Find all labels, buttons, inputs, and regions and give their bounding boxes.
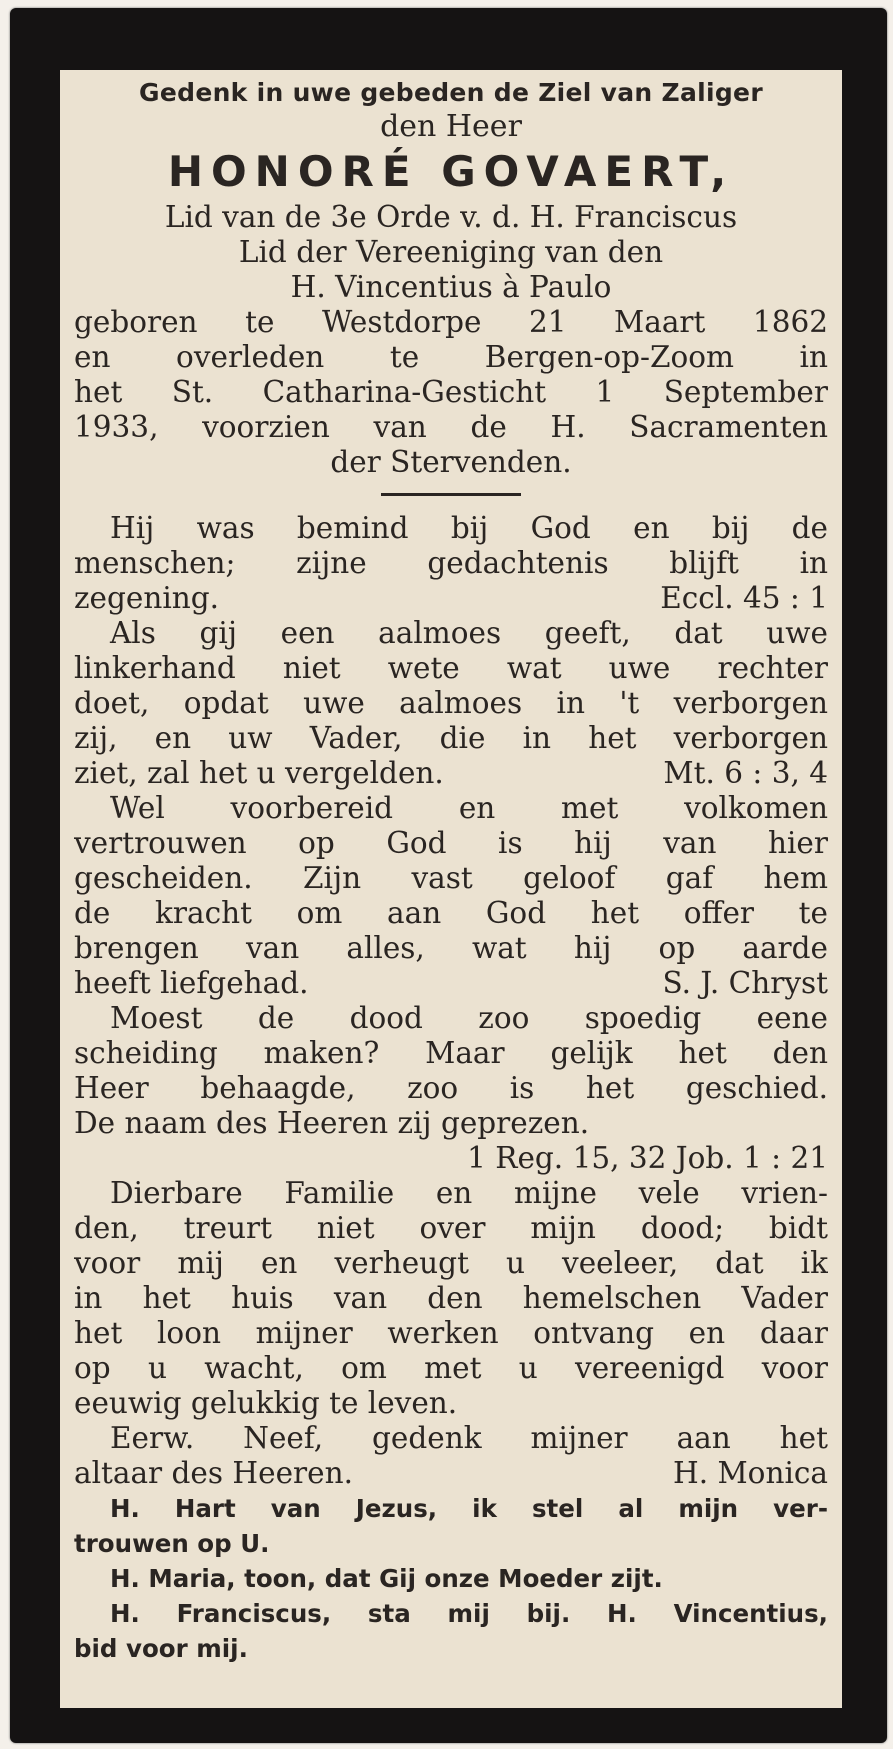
header-line-2: den Heer (380, 110, 522, 144)
passage-line: Wel voorbereid en met volkomen (110, 791, 828, 825)
divider (381, 493, 521, 496)
scripture-reference: Eccl. 45 : 1 (660, 581, 828, 615)
passage-text: altaar des Heeren. (74, 1456, 353, 1490)
passage-last-line (74, 756, 828, 791)
bio-line: der Stervenden. (330, 445, 572, 479)
passage-line: den, treurt niet over mijn dood; bidt (74, 1211, 828, 1245)
passage-last-line (74, 581, 828, 616)
passage-line: Hij was bemind bij God en bij de (110, 511, 828, 545)
passage-line: eeuwig gelukkig te leven. (74, 1386, 458, 1420)
bio-line: H. Vincentius à Paulo (290, 270, 612, 304)
passage-line: vertrouwen op God is hij van hier (74, 826, 828, 860)
prayer-line: bid voor mij. (74, 1634, 248, 1663)
passage-last-line (74, 1456, 828, 1491)
bio-line: geboren te Westdorpe 21 Maart 1862 (74, 305, 828, 339)
passage-line: De naam des Heeren zij geprezen. (74, 1106, 590, 1140)
bio-line: en overleden te Bergen-op-Zoom in (74, 340, 828, 374)
passage-line: menschen; zijne gedachtenis blijft in (74, 546, 828, 580)
header-line-1: Gedenk in uwe gebeden de Ziel van Zaliger (139, 78, 763, 107)
card-text-area (60, 70, 842, 1708)
prayer-line: H. Hart van Jezus, ik stel al mijn ver- (110, 1494, 828, 1523)
scripture-reference: Mt. 6 : 3, 4 (663, 756, 828, 790)
passage-line: Eerw. Neef, gedenk mijner aan het (110, 1421, 828, 1455)
prayer-line: H. Maria, toon, dat Gij onze Moeder zijt. (110, 1564, 663, 1593)
bio-line: Lid van de 3e Orde v. d. H. Franciscus (164, 200, 738, 234)
passage-line: gescheiden. Zijn vast geloof gaf hem (74, 861, 828, 895)
passage-last-line (74, 966, 828, 1001)
bio-line: 1933, voorzien van de H. Sacramenten (74, 410, 828, 444)
memorial-card (10, 8, 887, 1743)
passage-line: Dierbare Familie en mijne vele vrien- (110, 1176, 828, 1210)
passage-line: zij, en uw Vader, die in het verborgen (74, 721, 828, 755)
prayer-line: H. Franciscus, sta mij bij. H. Vincentius, (110, 1599, 828, 1628)
bio-line: Lid der Vereeniging van den (238, 235, 664, 269)
prayer-line: trouwen op U. (74, 1529, 270, 1558)
passage-line: brengen van alles, wat hij op aarde (74, 931, 828, 965)
passage-line: Als gij een aalmoes geeft, dat uwe (110, 616, 828, 650)
quote-attribution: S. J. Chryst (662, 966, 828, 1000)
passage-line: het loon mijner werken ontvang en daar (74, 1316, 828, 1350)
passage-line: de kracht om aan God het offer te (74, 896, 828, 930)
passage-line: op u wacht, om met u vereenigd voor (74, 1351, 828, 1385)
passage-line: Heer behaagde, zoo is het geschied. (74, 1071, 828, 1105)
quote-attribution: H. Monica (673, 1456, 828, 1490)
passage-text: zegening. (74, 581, 220, 615)
scripture-reference: 1 Reg. 15, 32 Job. 1 : 21 (467, 1141, 828, 1175)
bio-line: het St. Catharina-Gesticht 1 September (74, 375, 828, 409)
passage-line: scheiding maken? Maar gelijk het den (74, 1036, 828, 1070)
biography (74, 200, 828, 480)
passage-line: linkerhand niet wete wat uwe rechter (74, 651, 828, 685)
passage-line: Moest de dood zoo spoedig eene (110, 1001, 828, 1035)
passage-line: voor mij en verheugt u veeleer, dat ik (74, 1246, 828, 1280)
passage-line: in het huis van den hemelschen Vader (74, 1281, 828, 1315)
prayers (74, 1491, 828, 1666)
deceased-name: HONORÉ GOVAERT, (167, 147, 735, 196)
passages (74, 511, 828, 1491)
passage-line: doet, opdat uwe aalmoes in 't verborgen (74, 686, 828, 720)
passage-text: heeft liefgehad. (74, 966, 309, 1000)
passage-text: ziet, zal het u vergelden. (74, 756, 444, 790)
